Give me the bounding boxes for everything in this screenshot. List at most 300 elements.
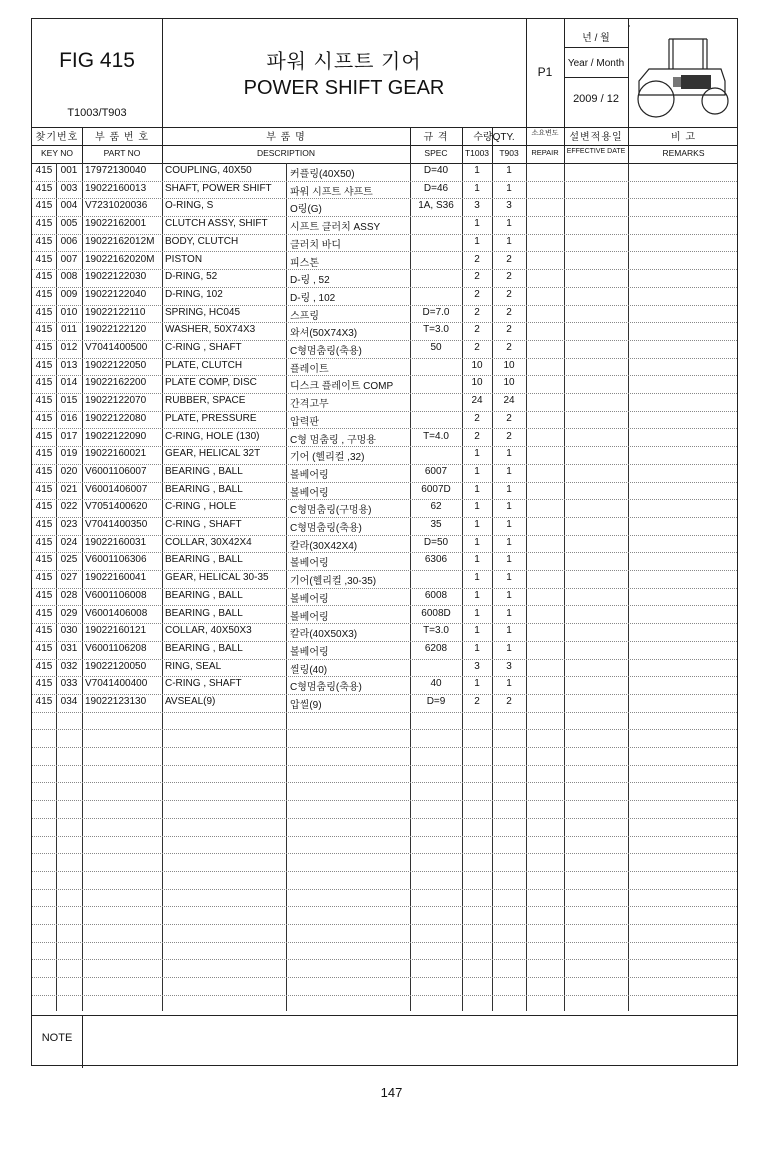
table-row	[32, 570, 737, 589]
cell-q2: 1	[506, 165, 512, 176]
cell-fig: 415	[35, 448, 53, 460]
page-label: P1	[537, 65, 553, 79]
cell-en: AVSEAL(9)	[165, 696, 216, 707]
cell-key: 007	[60, 253, 78, 265]
cell-en: COLLAR, 30X42X4	[165, 536, 252, 548]
header-key-ko: 찾기번호	[35, 132, 79, 143]
cell-fig: 415	[35, 165, 53, 176]
cell-q1: 1	[474, 554, 480, 566]
cell-fig: 415	[35, 235, 53, 247]
cell-key: 014	[60, 377, 78, 389]
cell-key: 006	[60, 235, 78, 247]
cell-part: 19022122040	[85, 288, 147, 300]
header-key-en: KEY NO	[41, 148, 73, 158]
cell-en: C-RING, HOLE (130)	[165, 430, 260, 442]
table-row	[32, 216, 737, 235]
table-row	[32, 783, 737, 802]
cell-key: 019	[60, 448, 78, 460]
table-row	[32, 765, 737, 784]
cell-ko: 칼라(40X50X3)	[290, 629, 358, 641]
table-row	[32, 712, 737, 731]
cell-fig: 415	[35, 483, 53, 495]
cell-q2: 2	[506, 430, 512, 442]
cell-ko: D-링 , 52	[290, 275, 330, 287]
parts-table	[32, 163, 737, 1011]
cell-q2: 1	[506, 678, 512, 690]
cell-spec: D=9	[426, 696, 446, 707]
cell-key: 001	[60, 165, 78, 176]
table-row	[32, 393, 737, 412]
cell-q1: 1	[474, 165, 480, 176]
table-row	[32, 659, 737, 678]
cell-ko: 볼베어링	[290, 611, 329, 623]
table-row	[32, 836, 737, 855]
cell-ko: 와셔(50X74X3)	[290, 328, 358, 340]
cell-en: PLATE, CLUTCH	[165, 359, 243, 371]
cell-part: 19022160021	[85, 448, 147, 460]
cell-q2: 2	[506, 288, 512, 300]
cell-q1: 10	[471, 359, 483, 371]
cell-q1: 1	[474, 448, 480, 460]
year-month-value: 2009 / 12	[573, 93, 619, 105]
cell-q2: 1	[506, 642, 512, 654]
cell-ko: 플레이트	[290, 363, 329, 375]
cell-part: V6001406007	[85, 483, 148, 495]
cell-fig: 415	[35, 678, 53, 690]
cell-part: 19022120050	[85, 660, 147, 672]
table-row	[32, 588, 737, 607]
cell-en: PLATE, PRESSURE	[165, 412, 257, 424]
cell-part: 19022122050	[85, 359, 147, 371]
header-qty-t903: T903	[499, 148, 519, 158]
cell-q2: 3	[506, 200, 512, 212]
cell-en: RUBBER, SPACE	[165, 395, 246, 407]
title-english: POWER SHIFT GEAR	[243, 77, 445, 99]
cell-ko: 볼베어링	[290, 558, 329, 570]
cell-part: 19022160013	[85, 182, 147, 194]
cell-part: 17972130040	[85, 165, 147, 176]
parts-sheet	[31, 18, 738, 1066]
cell-en: BODY, CLUTCH	[165, 235, 239, 247]
cell-q2: 1	[506, 448, 512, 460]
cell-q1: 2	[474, 306, 480, 318]
cell-key: 031	[60, 642, 78, 654]
table-row	[32, 535, 737, 554]
cell-key: 032	[60, 660, 78, 672]
cell-q1: 2	[474, 288, 480, 300]
cell-key: 010	[60, 306, 78, 318]
cell-ko: 볼베어링	[290, 646, 329, 658]
table-row	[32, 889, 737, 908]
cell-q2: 1	[506, 501, 512, 513]
cell-spec: T=3.0	[423, 324, 449, 336]
cell-ko: 씰링(40)	[290, 664, 328, 676]
cell-spec: 40	[430, 678, 442, 690]
model-number: T1003/T903	[67, 107, 127, 119]
table-row	[32, 623, 737, 642]
table-row	[32, 977, 737, 996]
table-row	[32, 853, 737, 872]
cell-ko: C형멈춤링(축용)	[290, 523, 362, 534]
cell-q1: 24	[471, 395, 483, 407]
cell-fig: 415	[35, 554, 53, 566]
cell-ko: 기어(헬리컬 ,30-35)	[290, 576, 377, 588]
cell-q1: 2	[474, 412, 480, 424]
cell-spec: 62	[430, 501, 442, 513]
cell-key: 008	[60, 271, 78, 283]
cell-spec: 6007	[424, 465, 448, 477]
header-qty: 수량QTY.	[473, 132, 515, 143]
header-remarks-ko: 비 고	[670, 132, 697, 143]
cell-q1: 1	[474, 483, 480, 495]
cell-q2: 10	[503, 359, 515, 371]
cell-q1: 1	[474, 235, 480, 247]
cell-key: 004	[60, 200, 78, 212]
cell-q2: 24	[503, 395, 515, 407]
table-row	[32, 517, 737, 536]
cell-q1: 1	[474, 182, 480, 194]
cell-q2: 1	[506, 218, 512, 230]
table-row	[32, 800, 737, 819]
cell-en: GEAR, HELICAL 32T	[165, 448, 261, 460]
cell-q2: 2	[506, 324, 512, 336]
cell-ko: O링(G)	[290, 204, 322, 216]
cell-part: V6001406008	[85, 607, 148, 619]
cell-fig: 415	[35, 218, 53, 230]
cell-ko: 스프링	[290, 310, 319, 322]
cell-fig: 415	[35, 182, 53, 194]
cell-en: BEARING , BALL	[165, 607, 243, 619]
cell-en: COLLAR, 40X50X3	[165, 625, 252, 637]
table-row	[32, 340, 737, 359]
cell-en: PISTON	[165, 253, 203, 265]
cell-spec: 6306	[424, 554, 448, 566]
year-month-korean: 년 / 월	[582, 33, 610, 44]
cell-part: 19022162020M	[85, 253, 155, 265]
cell-part: V7051400620	[85, 501, 148, 513]
cell-q1: 1	[474, 607, 480, 619]
table-row	[32, 198, 737, 217]
cell-part: V7041400400	[85, 678, 148, 690]
cell-en: D-RING, 52	[165, 271, 218, 283]
cell-fig: 415	[35, 288, 53, 300]
cell-en: BEARING , BALL	[165, 554, 243, 566]
table-row	[32, 729, 737, 748]
cell-fig: 415	[35, 572, 53, 584]
cell-fig: 415	[35, 324, 53, 336]
cell-en: O-RING, S	[165, 200, 214, 212]
cell-fig: 415	[35, 342, 53, 353]
cell-q2: 1	[506, 554, 512, 566]
cell-q2: 3	[506, 660, 512, 672]
cell-ko: 시프트 클러치 ASSY	[290, 222, 381, 234]
cell-en: WASHER, 50X74X3	[165, 324, 256, 336]
cell-key: 020	[60, 465, 78, 477]
cell-ko: C형멈춤링(축용)	[290, 346, 362, 357]
cell-q1: 1	[474, 572, 480, 584]
cell-key: 022	[60, 501, 78, 513]
cell-ko: 커플링(40X50)	[290, 169, 355, 180]
cell-part: V6001106007	[85, 465, 147, 477]
header-qty-t1003: T1003	[464, 148, 490, 158]
table-row	[32, 906, 737, 925]
cell-fig: 415	[35, 395, 53, 407]
header-repair-ko: 소요변도	[531, 130, 559, 137]
table-row	[32, 287, 737, 306]
page-number: 147	[380, 1085, 403, 1100]
table-row	[32, 676, 737, 695]
cell-part: V6001106208	[85, 642, 147, 654]
cell-key: 027	[60, 572, 78, 584]
cell-spec: T=4.0	[423, 430, 449, 442]
title-korean: 파워 시프트 기어	[266, 51, 422, 73]
column-headers	[32, 127, 737, 164]
cell-q1: 1	[474, 589, 480, 601]
cell-key: 015	[60, 395, 78, 407]
cell-key: 029	[60, 607, 78, 619]
cell-key: 024	[60, 536, 78, 548]
cell-fig: 415	[35, 501, 53, 513]
table-row	[32, 305, 737, 324]
sheet-header	[32, 19, 737, 128]
cell-ko: 압력판	[290, 416, 319, 428]
cell-fig: 415	[35, 642, 53, 654]
cell-key: 011	[61, 324, 77, 336]
cell-en: PLATE COMP, DISC	[165, 377, 257, 389]
cell-ko: 클러치 바디	[290, 239, 342, 251]
cell-q1: 1	[474, 625, 480, 637]
cell-q2: 2	[506, 271, 512, 283]
cell-en: BEARING , BALL	[165, 642, 243, 654]
cell-key: 016	[60, 412, 78, 424]
cell-q1: 1	[474, 501, 480, 513]
cell-key: 012	[60, 342, 78, 353]
table-row	[32, 606, 737, 625]
cell-en: RING, SEAL	[165, 660, 222, 672]
cell-ko: 볼베어링	[290, 487, 329, 499]
cell-en: C-RING , SHAFT	[165, 342, 242, 353]
cell-ko: 간격고무	[290, 399, 329, 411]
cell-ko: 피스톤	[290, 257, 319, 269]
cell-en: SHAFT, POWER SHIFT	[165, 182, 272, 194]
cell-q2: 10	[503, 377, 515, 389]
cell-q1: 1	[474, 642, 480, 654]
cell-q1: 3	[474, 660, 480, 672]
cell-en: C-RING , SHAFT	[165, 519, 242, 530]
table-row	[32, 871, 737, 890]
cell-part: 19022160121	[85, 625, 147, 637]
cell-spec: 6008	[424, 589, 448, 601]
cell-part: V7041400350	[85, 519, 148, 530]
cell-fig: 415	[35, 536, 53, 548]
cell-fig: 415	[35, 377, 53, 389]
table-row	[32, 252, 737, 271]
cell-fig: 415	[35, 660, 53, 672]
cell-key: 017	[60, 430, 78, 442]
cell-ko: D-링 , 102	[290, 292, 336, 304]
cell-q2: 1	[506, 607, 512, 619]
table-row	[32, 269, 737, 288]
cell-spec: D=50	[423, 536, 449, 548]
cell-q1: 1	[474, 218, 480, 230]
cell-fig: 415	[35, 306, 53, 318]
cell-q2: 1	[506, 182, 512, 194]
cell-key: 030	[60, 625, 78, 637]
table-row	[32, 552, 737, 571]
cell-fig: 415	[35, 412, 53, 424]
figure-number: FIG 415	[59, 49, 135, 72]
cell-ko: 파워 시프트 샤프트	[290, 186, 373, 198]
cell-part: 19022162200	[85, 377, 147, 389]
cell-q1: 2	[474, 430, 480, 442]
cell-ko: 디스크 플레이트 COMP	[290, 381, 394, 393]
cell-q1: 1	[474, 465, 480, 477]
cell-part: 19022122070	[85, 395, 147, 407]
cell-en: D-RING, 102	[165, 288, 223, 300]
cell-q1: 2	[474, 696, 480, 707]
cell-q1: 2	[474, 253, 480, 265]
cell-fig: 415	[35, 253, 53, 265]
cell-spec: D=40	[423, 165, 449, 176]
header-spec-ko: 규 격	[423, 132, 449, 143]
cell-part: 19022122030	[85, 271, 147, 283]
cell-part: 19022123130	[85, 696, 147, 707]
table-row	[32, 960, 737, 979]
cell-part: V6001106306	[85, 554, 147, 566]
cell-ko: C형 멈춤링 , 구멍용	[290, 434, 376, 446]
cell-ko: 볼베어링	[290, 469, 329, 481]
table-row	[32, 499, 737, 518]
table-row	[32, 375, 737, 394]
cell-q1: 10	[471, 377, 483, 389]
header-effective-en: EFFECTIVE DATE	[566, 148, 626, 155]
cell-fig: 415	[35, 430, 53, 442]
cell-ko: C형멈춤링(구멍용)	[290, 505, 372, 517]
header-effective-ko: 설변적용일	[569, 132, 623, 143]
cell-fig: 415	[35, 607, 53, 619]
cell-q1: 2	[474, 271, 480, 283]
cell-en: BEARING , BALL	[165, 483, 243, 495]
header-spec-en: SPEC	[424, 148, 448, 158]
cell-q2: 1	[506, 536, 512, 548]
table-row	[32, 181, 737, 200]
cell-spec: 1A, S36	[418, 200, 454, 212]
table-row	[32, 446, 737, 465]
cell-q2: 1	[506, 519, 512, 530]
cell-q2: 1	[506, 625, 512, 637]
cell-en: GEAR, HELICAL 30-35	[165, 572, 269, 584]
table-row	[32, 464, 737, 483]
cell-spec: 6008D	[421, 607, 451, 619]
cell-q2: 1	[506, 589, 512, 601]
cell-ko: 기어 (헬리컬 ,32)	[290, 452, 365, 464]
cell-q1: 1	[474, 536, 480, 548]
header-part-en: PART NO	[103, 148, 141, 158]
cell-key: 028	[60, 589, 78, 601]
cell-part: 19022122080	[85, 412, 147, 424]
cell-ko: 칼라(30X42X4)	[290, 540, 358, 552]
table-row	[32, 641, 737, 660]
header-desc-en: DESCRIPTION	[256, 148, 316, 158]
cell-en: SPRING, HC045	[165, 306, 241, 318]
cell-spec: T=3.0	[423, 625, 449, 637]
cell-part: 19022122090	[85, 430, 147, 442]
cell-q2: 1	[506, 483, 512, 495]
cell-en: CLUTCH ASSY, SHIFT	[165, 218, 268, 230]
cell-en: C-RING , SHAFT	[165, 678, 242, 690]
table-row	[32, 818, 737, 837]
cell-fig: 415	[35, 519, 53, 530]
cell-key: 013	[60, 359, 78, 371]
cell-q1: 3	[474, 200, 480, 212]
cell-part: 19022122120	[85, 324, 147, 336]
header-desc-ko: 부 품 명	[266, 132, 306, 143]
table-row	[32, 429, 737, 448]
cell-en: COUPLING, 40X50	[165, 165, 252, 176]
cell-key: 005	[60, 218, 78, 230]
table-row	[32, 234, 737, 253]
cell-spec: 50	[430, 342, 442, 353]
table-row	[32, 924, 737, 943]
cell-q2: 2	[506, 306, 512, 318]
cell-q2: 2	[506, 253, 512, 265]
cell-en: BEARING , BALL	[165, 465, 243, 477]
note-label: NOTE	[41, 1032, 73, 1044]
table-row	[32, 747, 737, 766]
cell-q1: 1	[474, 678, 480, 690]
cell-key: 033	[60, 678, 78, 690]
cell-fig: 415	[35, 625, 53, 637]
cell-part: 19022160031	[85, 536, 147, 548]
cell-ko: 압씰(9)	[290, 700, 322, 711]
cell-q1: 2	[474, 342, 480, 353]
header-remarks-en: REMARKS	[662, 148, 705, 158]
table-row	[32, 322, 737, 341]
cell-part: 19022122110	[85, 306, 146, 318]
cell-fig: 415	[35, 359, 53, 371]
cell-key: 025	[60, 554, 78, 566]
table-row	[32, 358, 737, 377]
cell-key: 009	[60, 288, 78, 300]
note-section	[32, 1015, 737, 1068]
cell-q2: 1	[506, 572, 512, 584]
cell-ko: 볼베어링	[290, 593, 329, 605]
table-row	[32, 482, 737, 501]
cell-spec: 6208	[424, 642, 448, 654]
year-month-label: Year / Month	[567, 58, 625, 69]
tractor-icon	[629, 25, 737, 123]
cell-key: 003	[60, 182, 78, 194]
cell-spec: D=46	[423, 182, 449, 194]
cell-spec: 6007D	[421, 483, 451, 495]
table-row	[32, 942, 737, 961]
cell-fig: 415	[35, 271, 53, 283]
header-part-ko: 부 품 번 호	[95, 132, 149, 143]
cell-q2: 1	[506, 235, 512, 247]
cell-q1: 1	[474, 519, 480, 530]
cell-part: 19022162001	[85, 218, 147, 230]
header-repair-en: REPAIR	[531, 148, 559, 157]
table-row	[32, 411, 737, 430]
cell-q2: 2	[506, 342, 512, 353]
cell-en: C-RING , HOLE	[165, 501, 237, 513]
cell-key: 021	[60, 483, 78, 495]
cell-part: V7041400500	[85, 342, 148, 353]
cell-q2: 1	[506, 465, 512, 477]
cell-fig: 415	[35, 200, 53, 212]
table-row	[32, 694, 737, 713]
cell-q1: 2	[474, 324, 480, 336]
